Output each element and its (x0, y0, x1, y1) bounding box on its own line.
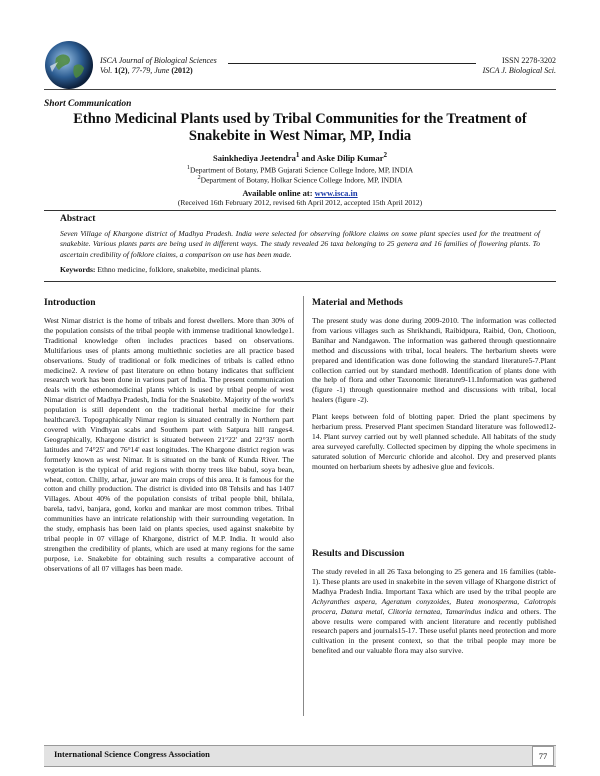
pages-date: , 77-79, June (127, 66, 172, 75)
author-2-sup: 2 (383, 151, 388, 159)
results-text-2: and others. The above results were compared with ancient literature and recently published research papers and journals15-17. These useful plants need protection and more cultivation in the present context, so that the tribal people may more be benefited and our valuable flora may also survive. (312, 606, 557, 656)
keywords-label: Keywords: (60, 265, 96, 274)
affiliation-2-sup: 2 (197, 174, 201, 181)
results-species: Achyranthes aspera, Ageratum conyzoides, Butea monosperma, Calotropis procera, Datura metal, Clitoria ternatea, Tamarindus indica (312, 596, 556, 616)
affiliation-2-text: Department of Botany, Holkar Science College Indore, MP, INDIA (200, 175, 403, 185)
affiliation-1-sup: 1 (186, 164, 190, 171)
keywords (60, 265, 540, 274)
journal-name: ISCA Journal of Biological Sciences (100, 56, 217, 65)
methods-paragraph-2: Plant keeps between fold of blotting paper. Dried the plant specimens by herbarium press. Preserved Plant specimen Standard literature was followed12-14. Plant survey carried out by well planned schedule. All habitats of the study area surveyed carefully. Collected specimen by dipping the whole specimens in saturated solution of Mercuric chloride and alcohol. Dry and preserved plants mounted on herbarium sheets by adhesive glue and fevicols. (312, 412, 556, 471)
author-2: and Aske Dilip Kumar (299, 152, 384, 163)
volume-line (100, 66, 217, 76)
header-rule (228, 63, 476, 64)
results-text (312, 567, 556, 656)
results-paragraph (312, 567, 556, 656)
journal-issn-block (483, 56, 556, 76)
footer-association: International Science Congress Association (54, 749, 210, 759)
author-1-sup: 1 (295, 151, 300, 159)
results-heading: Results and Discussion (312, 549, 405, 559)
article-type: Short Communication (44, 99, 132, 109)
page-number: 77 (532, 746, 554, 766)
abstract-text: Seven Village of Khargone district of Madhya Pradesh. India were selected for observing folklore claims on some plant species used for the treatment of snakebite. Various plants parts are being used in different ways. The study revealed 26 taxa belonging to 25 genera and 16 families of flowering plants. To ascertain credibility of folklore claims, a comparison on use has been made. (60, 229, 540, 259)
journal-abbrev: ISCA J. Biological Sci. (482, 66, 556, 75)
volume-number: 1(2) (114, 66, 128, 75)
keywords-text: Ethno medicine, folklore, snakebite, medicinal plants. (95, 265, 262, 274)
affiliation-1-text: Department of Botany, PMB Gujarati Science College Indore, MP, INDIA (189, 165, 414, 175)
journal-citation (100, 56, 217, 76)
availability (60, 188, 540, 198)
methods-text (312, 316, 556, 472)
journal-url-link[interactable]: www.isca.in (314, 188, 358, 198)
paper-title: Ethno Medicinal Plants used by Tribal Communities for the Treatment of Snakebite in West Nimar, MP, India (73, 111, 527, 144)
methods-paragraph-1: The present study was done during 2009-2010. The information was collected from various villages such as Shrikhandi, Raibidpura, Raibid, Oon, Chotioon, Banihar and Nandgawon. The information was gathered through questionnaire method and discussions with tribal, local healers. The herbarium sheets were prepared and identification was done following the standard literature5-7.Plant collection carried out by standard method8. Identification of plants done with the help of flora and other Taxonomic literature9-11.Information was gathered (figure -1) through questionnaire method and discussions with tribal, local healers (figure -2). (312, 316, 556, 405)
volume-label: Vol. (100, 66, 115, 75)
author-1: Sainkhediya Jeetendra (212, 152, 296, 163)
results-text-1: The study reveled in all 26 Taxa belonging to 25 genera and 16 families (table-1). These plants are used in snakebite in the seven village of Khargone district of Madhya Pradesh India. Important Taxa which are used by the tribal people are (312, 567, 556, 596)
introduction-text (44, 316, 294, 574)
header-divider (44, 89, 556, 90)
abstract-bottom-rule (44, 281, 556, 282)
issn: ISSN 2278-3202 (501, 56, 556, 65)
methods-heading: Material and Methods (312, 298, 403, 308)
authors (60, 151, 540, 163)
availability-label: Available online at: (242, 188, 315, 198)
introduction-paragraph: West Nimar district is the home of tribals and forest dwellers. More than 30% of the population consists of the tribal people with immense traditional knowledge1. Traditional knowledge often includes practices based on observations. Multifarious uses of plants among multiethnic societies are all practice based observations. Study of traditional or folk medicines of tribals is called ethno medicine2. A review of past literature on ethno botany indicates that sufficient research work has been done in various part of India. The present communication deals with the ethenomedicinal plants which is used by tribal people of west Nimar district of Madhya Pradesh, India for the Snakebite. Majority of the world's population is still dependent on the traditional herbal medicine for their healthcare3. Topographically Nimar region is situated centrally in Northern part covered with Vindhyan scabs and Southern part with Satpura hill ranges4. Geographically, Khargone district is situated between 21°22' and 22°35' north latitudes and 74°25' and 76°14' east longitudes. The Khargone district region was formerly known as west Nimar. It is situated on the bank of Kunda River. The vegetation is the typical of arid regions with thorny trees like babul, soya bean, wheat, cotton. Chilly, arhar, juwar are main crops of this area. It is famous for the cotton and chilly production. The district is divided into 08 Tehsils and has 1407 Villages. About 40% of the population consists of tribal people bhil, bhilala, barela, tadvi, banjara, gond, korku and mankar are most common tribes. Tribal communities have an intricate relationship with their surrounding vegetation. In the study, emphasis has been laid on plants species, used against snakebite by tribal people in 07 village of Khargone, district of M.P. India. It would also strengthen the credibility of plants, which are used at many regions for the same purpose, i.e. Snakebite for obtaining such results a comparative account of observations of all 07 villages has been made. (44, 316, 294, 573)
introduction-heading: Introduction (44, 298, 96, 308)
abstract-heading: Abstract (60, 214, 96, 224)
received-dates: (Received 16th February 2012, revised 6th April 2012, accepted 15th April 2012) (177, 198, 423, 207)
year: (2012) (171, 66, 193, 75)
column-divider (303, 296, 304, 716)
globe-logo-icon (44, 40, 94, 90)
affiliation-2 (60, 173, 540, 185)
abstract-top-rule (44, 210, 556, 211)
